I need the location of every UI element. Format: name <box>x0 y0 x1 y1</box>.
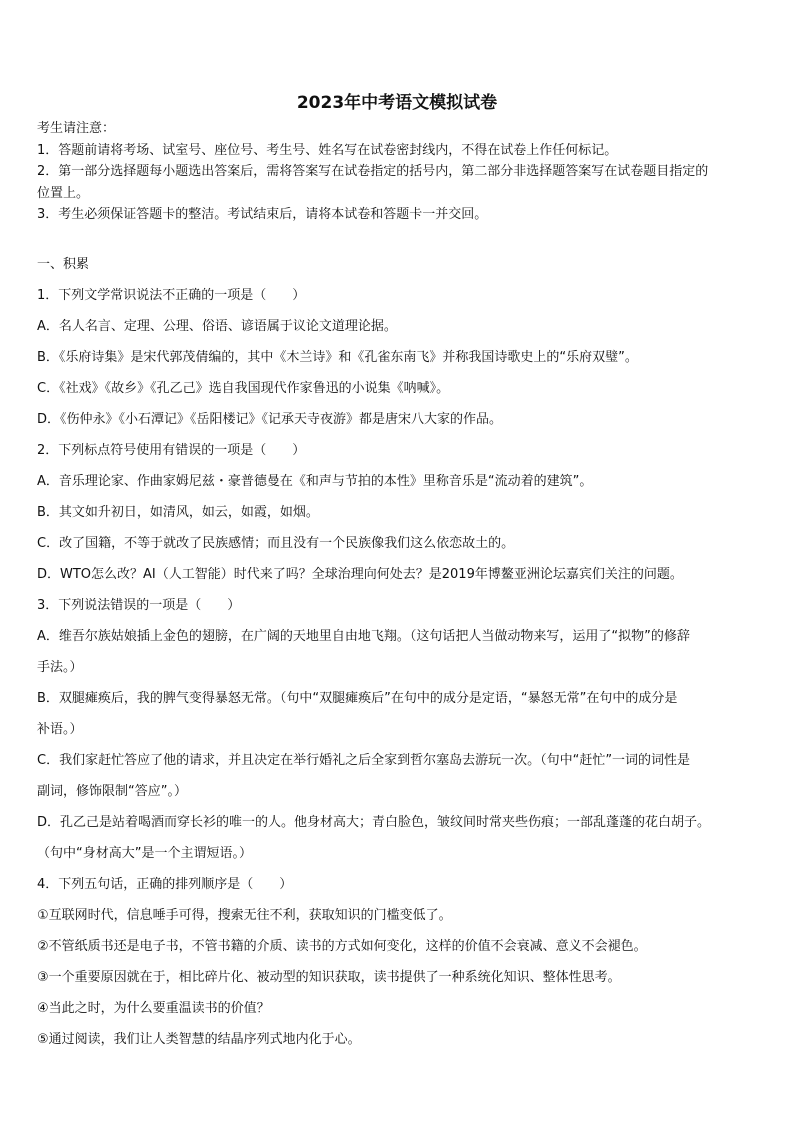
sentence-1: ①互联网时代，信息唾手可得，搜索无往不利，获取知识的门槛变低了。 <box>37 907 452 923</box>
notice-item-2: 2．第一部分选择题每小题选出答案后，需将答案写在试卷指定的括号内，第二部分非选择题答案写在试卷题目指定的 <box>37 164 709 179</box>
question-stem: 3．下列说法错误的一项是（ ） <box>37 597 241 613</box>
option-c: C．我们家赶忙答应了他的请求，并且决定在举行婚礼之后全家到哲尔塞岛去游玩一次。（句中“赶忙”一词的词性是 <box>37 752 691 768</box>
sentence-4: ④当此之时，为什么要重温读书的价值？ <box>37 1000 270 1016</box>
option-a: A．名人名言、定理、公理、俗语、谚语属于议论文道理论据。 <box>37 318 397 334</box>
option-d: D．《伤仲永》《小石潭记》《岳阳楼记》《记承天寺夜游》都是唐宋八大家的作品。 <box>37 411 503 427</box>
question-stem: 1．下列文学常识说法不正确的一项是（ ） <box>37 287 306 303</box>
notice-heading: 考生请注意： <box>37 121 116 136</box>
option-b: B．《乐府诗集》是宋代郭茂倩编的，其中《木兰诗》和《孔雀东南飞》并称我国诗歌史上的“乐府双璧”。 <box>37 349 638 365</box>
option-d-cont: （句中“身材高大”是一个主谓短语。） <box>37 845 252 861</box>
question-1 <box>37 280 759 435</box>
question-stem: 2．下列标点符号使用有错误的一项是（ ） <box>37 442 306 458</box>
page-title: 2023年中考语文模拟试卷 <box>296 93 498 113</box>
option-c-cont: 副词，修饰限制“答应”。） <box>37 783 187 799</box>
notice-item-3: 3．考生必须保证答题卡的整洁。考试结束后，请将本试卷和答题卡一并交回。 <box>37 207 488 222</box>
question-stem: 4．下列五句话，正确的排列顺序是（ ） <box>37 876 293 892</box>
exam-body <box>37 118 759 1055</box>
sentence-5: ⑤通过阅读，我们让人类智慧的结晶序列式地内化于心。 <box>37 1031 361 1047</box>
option-d: D．WTO怎么改？AI（人工智能）时代来了吗？全球治理向何处去？是2019年博鳌亚洲论坛嘉宾们关注的问题。 <box>37 566 683 582</box>
option-a: A．维吾尔族姑娘插上金色的翅膀，在广阔的天地里自由地飞翔。（这句话把人当做动物来写，运用了“拟物”的修辞 <box>37 628 690 644</box>
section-title: 一、积累 <box>37 256 90 272</box>
question-3 <box>37 590 759 869</box>
option-b-cont: 补语。） <box>37 721 83 737</box>
notice-item-1: 1．答题前请将考场、试室号、座位号、考生号、姓名写在试卷密封线内，不得在试卷上作任何标记。 <box>37 142 618 158</box>
notice-item-2-cont: 位置上。 <box>37 185 90 201</box>
option-b: B．双腿瘫痪后，我的脾气变得暴怒无常。（句中“双腿瘫痪后”在句中的成分是定语，“暴怒无常”在句中的成分是 <box>37 690 678 706</box>
option-c: C．改了国籍，不等于就改了民族感情；而且没有一个民族像我们这么依恋故土的。 <box>37 535 515 551</box>
option-b: B．其文如升初日，如清风，如云，如霞，如烟。 <box>37 504 319 520</box>
sentence-3: ③一个重要原因就在于，相比碎片化、被动型的知识获取，读书提供了一种系统化知识、整体性思考。 <box>37 969 621 985</box>
sentence-2: ②不管纸质书还是电子书，不管书籍的介质、读书的方式如何变化，这样的价值不会衰减、意义不会褪色。 <box>37 938 647 954</box>
exam-notice <box>37 118 759 226</box>
question-4 <box>37 869 759 1055</box>
option-c: C．《社戏》《故乡》《孔乙己》选自我国现代作家鲁迅的小说集《呐喊》。 <box>37 380 450 396</box>
question-2 <box>37 435 759 590</box>
option-a: A．音乐理论家、作曲家姆尼兹・豪普德曼在《和声与节拍的本性》里称音乐是“流动着的建筑”。 <box>37 473 593 489</box>
option-a-cont: 手法。） <box>37 659 83 675</box>
option-d: D．孔乙己是站着喝酒而穿长衫的唯一的人。他身材高大；青白脸色，皱纹间时常夹些伤痕；一部乱蓬蓬的花白胡子。 <box>37 814 711 830</box>
